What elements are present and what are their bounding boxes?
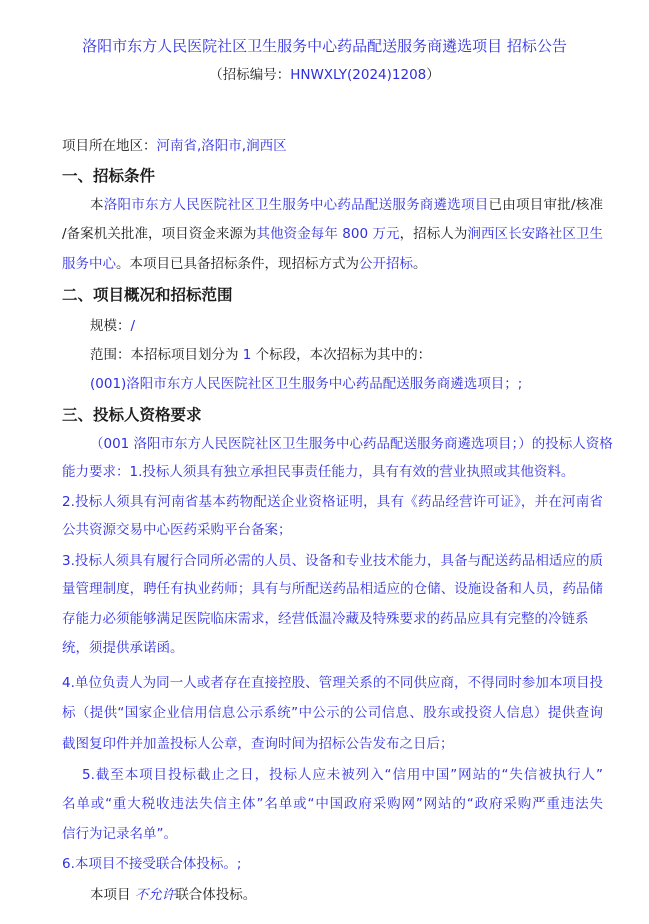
highlighted-text: 能力要求：1.投标人须具有独立承担民事责任能力，具有有效的营业执照或其他资料。 — [62, 464, 575, 480]
highlighted-text: 6.本项目不接受联合体投标。; — [62, 856, 242, 872]
text: 联合体投标。 — [175, 887, 257, 903]
text: 。本项目已具备招标条件，现招标方式为 — [116, 256, 359, 272]
highlighted-text: 服务中心 — [62, 256, 116, 272]
highlighted-text: (001)洛阳市东方人民医院社区卫生服务中心药品配送服务商遴选项目；; — [90, 376, 523, 392]
text-line — [62, 825, 177, 843]
highlighted-text: 公共资源交易中心医药采购平台备案； — [62, 522, 292, 538]
section-heading — [62, 286, 233, 304]
highlighted-text: 3.投标人须具有履行合同所必需的人员、设备和专业技术能力，具备与配送药品相适应的质 — [62, 553, 603, 569]
text-line — [62, 493, 603, 511]
highlighted-text: 涧西区长安路社区卫生 — [467, 226, 604, 242]
text-line — [62, 766, 603, 784]
highlighted-text: 名单或“重大税收违法失信主体”名单或“中国政府采购网”网站的“政府采购严重违法失 — [62, 796, 603, 812]
highlighted-text: 量管理制度，聘任有执业药师；具有与所配送药品相适应的仓储、设施设备和人员，药品储 — [62, 581, 603, 597]
text-line — [62, 735, 454, 753]
text-line — [62, 255, 427, 273]
text-line — [62, 196, 603, 214]
text-line — [62, 610, 589, 628]
text-line — [62, 346, 431, 364]
highlighted-text: 统，须提供承诺函。 — [62, 640, 184, 656]
text: 三、投标人资格要求 — [62, 406, 202, 424]
text-line — [62, 552, 603, 570]
highlighted-text: 其他资金每年 800 万元 — [256, 226, 400, 242]
highlighted-text: 4.单位负责人为同一人或者存在直接控股、管理关系的不同供应商，不得同时参加本项目投 — [62, 675, 603, 691]
text: 范围：本招标项目划分为 — [90, 347, 243, 363]
highlighted-text: 洛阳市东方人民医院社区卫生服务中心药品配送服务商遴选项目 招标公告 — [82, 37, 567, 55]
text: ，招标人为 — [399, 226, 468, 242]
highlighted-text: 2.投标人须具有河南省基本药物配送企业资格证明，具有《药品经营许可证》，并在河南省 — [62, 494, 603, 510]
highlighted-text: 不允许 — [134, 887, 176, 903]
text: ） — [426, 67, 440, 83]
highlighted-text: HNWXLY(2024)1208 — [290, 67, 427, 83]
section-heading — [62, 167, 155, 185]
highlighted-text: 信行为记录名单”。 — [62, 826, 177, 842]
section-heading — [62, 406, 202, 424]
highlighted-text: 公开招标 — [359, 256, 413, 272]
text: 项目所在地区： — [62, 138, 157, 154]
highlighted-text: 洛阳市东方人民医院社区卫生服务中心药品配送服务商遴选项目 — [103, 197, 489, 213]
text-line — [62, 580, 603, 598]
highlighted-text: 标（提供“国家企业信用信息公示系统”中公示的公司信息、股东或投资人信息）提供查询 — [62, 705, 603, 721]
text-line — [62, 886, 256, 904]
text-line — [62, 521, 292, 539]
highlighted-text: 截图复印件并加盖投标人公章，查询时间为招标公告发布之日后； — [62, 736, 454, 752]
text: 本项目 — [90, 887, 135, 903]
highlighted-text: （001 洛阳市东方人民医院社区卫生服务中心药品配送服务商遴选项目；）的投标人资格 — [90, 436, 613, 452]
text-line — [62, 463, 574, 481]
highlighted-text: 5.截至本项目投标截止之日，投标人应未被列入“信用中国”网站的“失信被执行人” — [82, 767, 603, 783]
text-line — [62, 137, 287, 155]
text: 二、项目概况和招标范围 — [62, 286, 233, 304]
text: 个标段，本次招标为其中的： — [251, 347, 432, 363]
text-line — [62, 375, 522, 393]
text-line — [62, 435, 613, 453]
highlighted-text: 存能力必须能够满足医院临床需求，经营低温冷藏及特殊要求的药品应具有完整的冷链系 — [62, 611, 589, 627]
highlighted-text: 河南省,洛阳市,涧西区 — [156, 138, 287, 154]
text-line — [62, 317, 135, 335]
text-line — [62, 639, 184, 657]
highlighted-text: / — [130, 318, 136, 334]
text-line — [62, 704, 603, 722]
text-line — [62, 855, 241, 873]
text-line — [62, 795, 603, 813]
text: 规模： — [90, 318, 131, 334]
text: /备案机关批准，项目资金来源为 — [62, 226, 257, 242]
text: 已由项目审批/核准 — [488, 197, 603, 213]
text-line — [62, 225, 603, 243]
page-title — [0, 37, 649, 55]
text-line — [62, 674, 603, 692]
text: 本 — [90, 197, 104, 213]
text: （招标编号： — [209, 67, 291, 83]
highlighted-text: 1 — [242, 347, 252, 363]
text: 。 — [413, 256, 427, 272]
tender-number — [0, 66, 649, 84]
text: 一、招标条件 — [62, 167, 156, 185]
